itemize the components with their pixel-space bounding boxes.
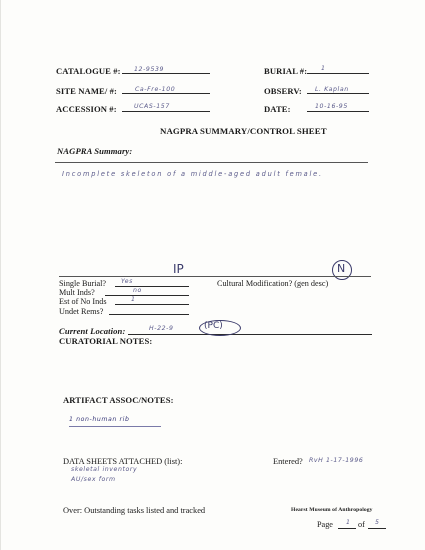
of-label: of: [358, 520, 365, 529]
site-value: Ca-Fre-100: [135, 86, 176, 93]
catalogue-label: CATALOGUE #:: [56, 66, 121, 76]
over-label: Over: Outstanding tasks listed and tracked: [63, 506, 206, 515]
page-value: 1: [346, 519, 351, 526]
burial-line: [307, 73, 369, 74]
burial-label: BURIAL #:: [264, 66, 308, 76]
observ-label: OBSERV:: [264, 86, 302, 96]
accession-label: ACCESSION #:: [56, 104, 117, 114]
page-label: Page: [317, 520, 333, 529]
undet-rems-label: Undet Rems?: [59, 307, 104, 316]
location-line: [128, 334, 372, 335]
single-burial-line: [115, 286, 189, 287]
est-no-inds-value: 1: [131, 296, 136, 303]
site-line: [122, 93, 210, 94]
location-value: H-22-9: [149, 325, 174, 332]
single-burial-label: Single Burial?: [59, 279, 107, 288]
date-label: DATE:: [264, 104, 291, 114]
of-line: [368, 528, 386, 529]
artifact-value: 1 non-human rib: [69, 416, 130, 423]
cultural-mod-label: Cultural Modification? (gen desc): [217, 279, 329, 288]
undet-rems-line: [109, 314, 189, 315]
mult-inds-value: no: [133, 287, 142, 294]
entered-label: Entered?: [273, 457, 303, 466]
details-divider: [59, 276, 371, 277]
date-line: [307, 111, 369, 112]
of-value: 5: [375, 519, 380, 526]
museum-name: Hearst Museum of Anthropology: [291, 507, 373, 513]
pc-mark: (PC): [204, 321, 223, 331]
summary-label: NAGPRA Summary:: [57, 146, 133, 156]
date-value: 10-16-95: [315, 103, 348, 110]
accession-value: UCAS-157: [134, 103, 170, 110]
n-mark: N: [337, 262, 346, 275]
catalogue-value: 12-9539: [134, 66, 165, 73]
summary-text: Incomplete skeleton of a middle-aged adult female.: [62, 170, 323, 178]
observ-value: L. Kaplan: [315, 86, 349, 93]
accession-line: [122, 111, 210, 112]
artifact-label: ARTIFACT ASSOC/NOTES:: [63, 395, 174, 405]
burial-value: 1: [321, 65, 326, 72]
artifact-underline: [69, 426, 161, 427]
mult-inds-label: Mult Inds?: [59, 288, 95, 297]
data-sheet-item-2: AU/sex form: [71, 476, 116, 483]
entered-value: RvH 1-17-1996: [309, 457, 364, 464]
catalogue-line: [122, 73, 210, 74]
page-line: [338, 528, 356, 529]
site-label: SITE NAME/ #:: [56, 86, 117, 96]
curatorial-label: CURATORIAL NOTES:: [59, 336, 153, 346]
single-burial-value: Yes: [121, 278, 133, 285]
observ-line: [307, 93, 369, 94]
est-no-inds-line: [115, 304, 189, 305]
location-label: Current Location:: [59, 326, 126, 336]
data-sheet-item-1: skeletal inventory: [71, 466, 138, 473]
page-title: NAGPRA SUMMARY/CONTROL SHEET: [160, 126, 327, 136]
ip-mark: IP: [173, 262, 184, 276]
summary-line: [55, 162, 368, 163]
mult-inds-line: [105, 295, 189, 296]
est-no-inds-label: Est of No Inds: [59, 297, 107, 306]
data-sheets-label: DATA SHEETS ATTACHED (list):: [63, 457, 183, 466]
